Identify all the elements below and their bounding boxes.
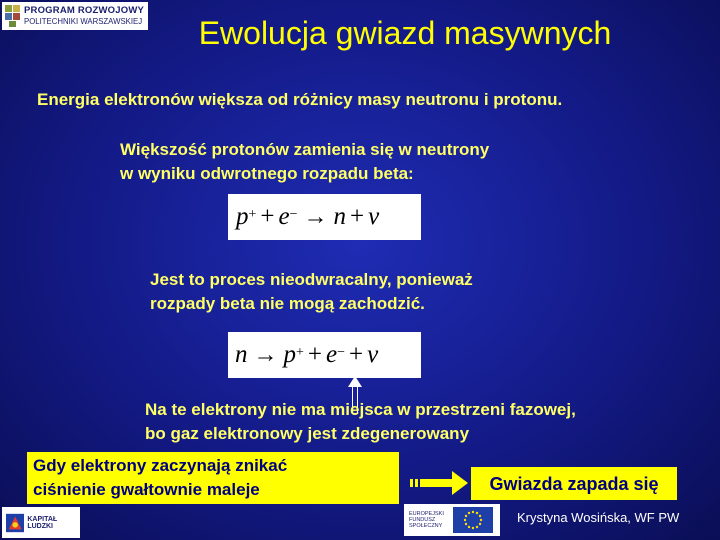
kapital-ludzki-logo <box>2 507 80 538</box>
electron-symbol: e <box>278 203 290 230</box>
plus-sign: + <box>260 203 275 230</box>
plus-sign: + <box>349 341 364 368</box>
plus-sign: + <box>350 203 365 230</box>
proton-symbol: p <box>236 203 249 230</box>
neutron-symbol: n <box>333 203 347 230</box>
pw-program-logo <box>2 2 148 30</box>
phase-space-line-1: Na te elektrony nie ma miejsca w przestrzeni fazowej, <box>145 400 576 419</box>
slide-title: Ewolucja gwiazd masywnych <box>198 15 612 51</box>
electron-symbol: e <box>326 341 338 368</box>
star-collapse-box: Gwiazda zapada się <box>471 467 677 500</box>
pressure-drop-line-2: ciśnienie gwałtownie maleje <box>33 480 260 499</box>
neutrino-symbol: v <box>368 203 380 230</box>
pressure-drop-line-1: Gdy elektrony zaczynają znikać <box>33 456 288 475</box>
pw-logo-line2: POLITECHNIKI WARSZAWSKIEJ <box>24 16 143 26</box>
reaction-arrow: → <box>303 203 328 230</box>
kapital-ludzki-mark-icon <box>6 513 24 533</box>
plus-sign: + <box>307 341 323 368</box>
proton-charge: + <box>296 345 304 360</box>
kapital-ludzki-text: KAPITAŁ LUDZKI <box>27 515 58 530</box>
phase-space-line-2: bo gaz elektronowy jest zdegenerowany <box>145 424 470 443</box>
reaction-arrow: → <box>253 341 278 368</box>
pw-logo-line1: PROGRAM ROZWOJOWY <box>24 5 145 17</box>
irreversible-line-1: Jest to proces nieodwracalny, ponieważ <box>150 270 473 289</box>
irreversible-line-2: rozpady beta nie mogą zachodzić. <box>150 294 425 313</box>
author-footer: Krystyna Wosińska, WF PW <box>517 510 680 525</box>
pressure-drop-box <box>27 452 399 504</box>
eu-flag-icon <box>453 507 493 533</box>
proton-charge: + <box>248 207 257 222</box>
neutron-symbol: n <box>235 341 248 368</box>
reverse-beta-line-1: Większość protonów zamienia się w neutrony <box>120 140 490 159</box>
reverse-beta-text <box>120 138 489 186</box>
irreversible-text <box>150 268 473 316</box>
electron-charge: − <box>289 207 298 222</box>
arrow-right-icon <box>410 471 468 495</box>
eu-fund-logo <box>404 504 500 536</box>
reverse-beta-line-2: w wyniku odwrotnego rozpadu beta: <box>120 164 414 183</box>
neutrino-symbol: v <box>367 341 379 368</box>
phase-space-text <box>145 398 576 446</box>
pw-logo-mark-icon <box>5 5 21 27</box>
eu-fund-text: EUROPEJSKI FUNDUSZ SPOŁECZNY <box>409 510 444 530</box>
energy-statement: Energia elektronów większa od różnicy masy neutronu i protonu. <box>37 90 563 109</box>
proton-symbol: p <box>283 341 296 368</box>
electron-charge: − <box>337 345 346 360</box>
reverse-beta-formula <box>228 194 421 240</box>
beta-decay-formula <box>228 332 421 378</box>
